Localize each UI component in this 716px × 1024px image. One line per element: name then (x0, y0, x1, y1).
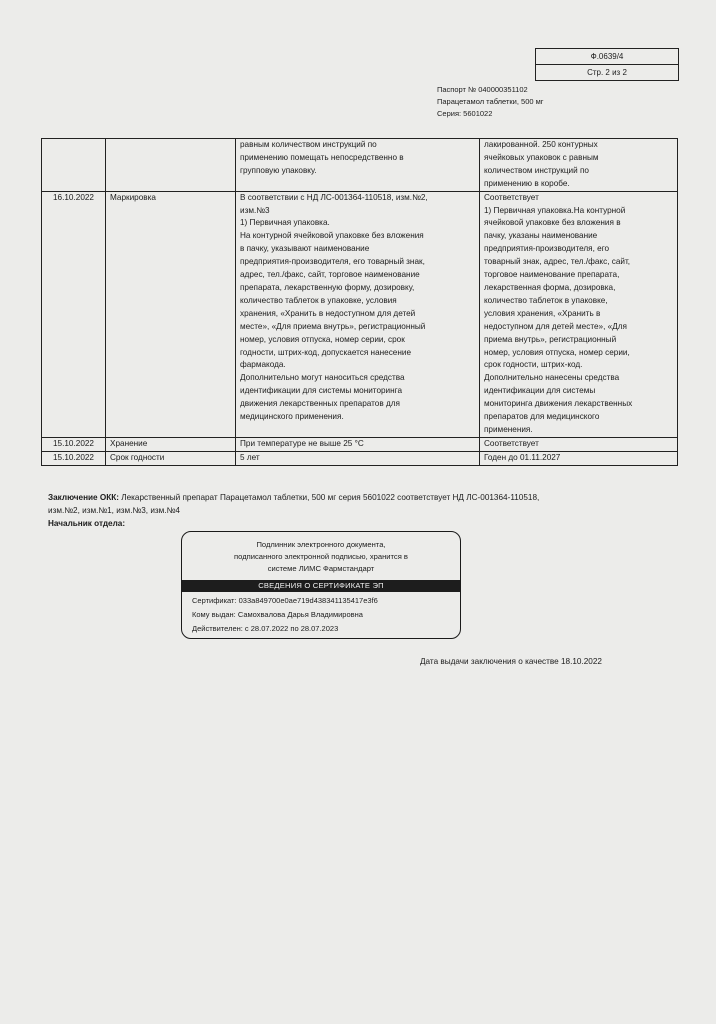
cell-requirement: равным количеством инструкций по применению помещать непосредственно в групповую упаковку. (236, 139, 480, 192)
cell-result: лакированной. 250 контурных ячейковых упаковок с равным количеством инструкций по применению в коробе. (480, 139, 678, 192)
cell-result: Соответствует (480, 437, 678, 451)
conclusion-block (48, 491, 628, 517)
stamp-line-2: подписанного электронной подписью, хранится в (234, 552, 408, 561)
cell-requirement: При температуре не выше 25 °С (236, 437, 480, 451)
cell-date: 16.10.2022 (42, 191, 106, 437)
cell-date: 15.10.2022 (42, 451, 106, 465)
conclusion-label: Заключение ОКК: (48, 493, 119, 502)
department-head-label: Начальник отдела: (48, 519, 126, 528)
cell-indicator: Хранение (106, 437, 236, 451)
cell-requirement: В соответствии с НД ЛС-001364-110518, изм.№2, изм.№3 1) Первичная упаковка. На контурной ячейковой упаковке без вложения в пачку, указывают наименование предприятия-производителя, его товарный знак, адрес, тел./факс, сайт, торговое наименование препарата, лекарственную форму, дозировку, количество таблеток в упаковке, условия хранения, «Хранить в недоступном для детей месте», «Для приема внутрь», регистрационный номер, условия отпуска, номер серии, срок годности, штрих-код, допускается нанесение фармакода. Дополнительно могут наноситься средства идентификации для системы мониторинга движения лекарственных препаратов для медицинского применения. (236, 191, 480, 437)
stamp-line-3: системе ЛИМС Фармстандарт (267, 564, 375, 573)
certificate-header-bar: СВЕДЕНИЯ О СЕРТИФИКАТЕ ЭП (182, 580, 460, 592)
form-code: Ф.0639/4 (536, 49, 679, 65)
page-number: Стр. 2 из 2 (536, 65, 679, 81)
cell-indicator: Маркировка (106, 191, 236, 437)
table-row (42, 437, 678, 451)
cell-date: 15.10.2022 (42, 437, 106, 451)
certificate-holder: Кому выдан: Самохвалова Дарья Владимировна (192, 610, 363, 619)
cell-indicator: Срок годности (106, 451, 236, 465)
issue-date: Дата выдачи заключения о качестве 18.10.2022 (420, 657, 602, 666)
cell-result: Соответствует 1) Первичная упаковка.На контурной ячейковой упаковке без вложения в пачку, указаны наименование предприятия-производителя, его товарный знак, адрес, тел./факс, сайт, торговое наименование препарата, лекарственная форма, дозировка, количество таблеток в упаковке, условия хранения, «Хранить в недоступном для детей месте», «Для приема внутрь», регистрационный номер, условия отпуска, номер серии, срок годности, штрих-код. Дополнительно нанесены средства идентификации для системы мониторинга движения лекарственных препаратов для медицинского применения. (480, 191, 678, 437)
cell-requirement: 5 лет (236, 451, 480, 465)
stamp-line-1: Подлинник электронного документа, (256, 540, 386, 549)
certificate-validity: Действителен: с 28.07.2022 по 28.07.2023 (192, 624, 339, 633)
table-row (42, 191, 678, 437)
cell-indicator (106, 139, 236, 192)
passport-block (437, 84, 544, 120)
cell-date (42, 139, 106, 192)
form-code-box (535, 48, 679, 81)
product-name: Парацетамол таблетки, 500 мг (437, 97, 544, 106)
e-signature-stamp (181, 531, 461, 639)
cell-result: Годен до 01.11.2027 (480, 451, 678, 465)
conclusion-text: Лекарственный препарат Парацетамол таблетки, 500 мг серия 5601022 соответствует НД ЛС-001364-110518, (118, 493, 540, 502)
conclusion-text-continued: изм.№2, изм.№1, изм.№3, изм.№4 (48, 506, 180, 515)
results-table (41, 138, 678, 466)
stamp-heading (182, 539, 460, 575)
table-row (42, 139, 678, 192)
passport-number: Паспорт № 040000351102 (437, 85, 528, 94)
series-number: Серия: 5601022 (437, 109, 493, 118)
table-row (42, 451, 678, 465)
certificate-number: Сертификат: 033a849700e0ae719d438341135417e3f6 (192, 596, 378, 605)
